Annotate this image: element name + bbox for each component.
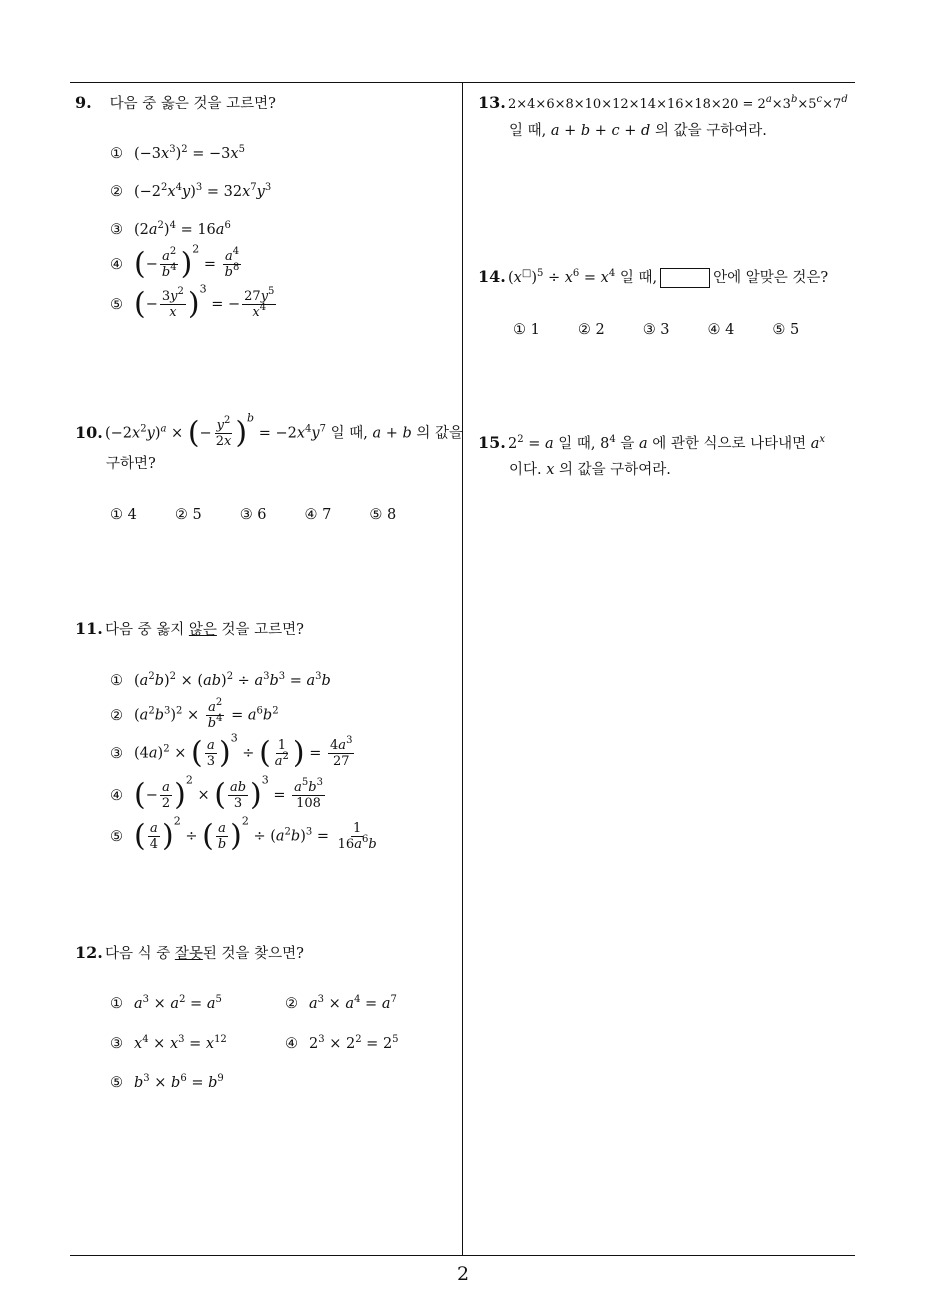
question-9 bbox=[75, 92, 276, 115]
choice-2: ② 5 bbox=[174, 507, 202, 523]
q12-option-3: ③ $x^4 \times x^3 = x^{12}$ bbox=[110, 1034, 227, 1052]
q11-option-3: ③ $(4a)^2$ × ( $\frac{a}{3}$ )$^3$ ÷ ( $\frac{1}{a^2}$ ) = $\frac{4a^3}{27}$ bbox=[110, 731, 353, 771]
answer-blank-box bbox=[660, 268, 710, 288]
choice-5: ⑤ 5 bbox=[772, 322, 800, 338]
q9-option-2: ② $(-2^2x^4y)^3 = 32x^7y^3$ bbox=[110, 182, 272, 200]
question-14: 14. $(x^□)^5 \div x^6 = x^4$ 일 때, 안에 알맞은 것은? bbox=[478, 267, 829, 286]
q11-option-1: ① $(a^2b)^2 \times (ab)^2 \div a^3b^3 = a^3b$ bbox=[110, 671, 331, 689]
q11-option-2: ② $(a^2b^3)^2$ × $\frac{a^2}{b^4}$ = $a^6b^2$ bbox=[110, 697, 279, 731]
question-12: 12. 다음 식 중 잘못된 것을 찾으면? bbox=[75, 943, 304, 962]
q14-choices bbox=[513, 322, 837, 338]
q12-option-5: ⑤ $b^3 \times b^6 = b^9$ bbox=[110, 1073, 224, 1091]
q12-option-1: ① $a^3 \times a^2 = a^5$ bbox=[110, 994, 222, 1012]
q12-option-4: ④ $2^3 \times 2^2 = 2^5$ bbox=[285, 1034, 399, 1052]
q11-option-5: ⑤ ( $\frac{a}{4}$ )$^2$ ÷ ( $\frac{a}{b}$ )$^2 \div (a^2b)^3$ = $\frac{1}{16a^6b}$ bbox=[110, 814, 377, 854]
choice-4: ④ 7 bbox=[304, 507, 332, 523]
question-number: 11. bbox=[75, 619, 103, 638]
q9-option-3: ③ $(2a^2)^4 = 16a^6$ bbox=[110, 220, 231, 238]
question-10: 10. $(-2x^2y)^a$ × (− $\frac{y^2}{2x}$ )$^b = -2x^4y^7$ 일 때, a + b 의 값을 구하면? bbox=[75, 418, 463, 475]
choice-1: ① 4 bbox=[110, 507, 137, 523]
choice-5: ⑤ 8 bbox=[369, 507, 397, 523]
bottom-rule bbox=[70, 1255, 855, 1256]
q10-choices bbox=[110, 507, 434, 523]
choice-4: ④ 4 bbox=[707, 322, 735, 338]
question-number: 13. bbox=[478, 93, 506, 112]
choice-1: ① 1 bbox=[513, 322, 540, 338]
q9-option-5: ⑤ (− $\frac{3y^2}{x}$ )$^3$ = − $\frac{27y^5}{x^4}$ bbox=[110, 282, 275, 322]
question-number: 12. bbox=[75, 943, 103, 962]
q11-option-4: ④ (− $\frac{a}{2}$ )$^2$ × ( $\frac{ab}{3}$ )$^3$ = $\frac{a^5b^3}{108}$ bbox=[110, 773, 323, 813]
question-number: 9. bbox=[75, 93, 92, 112]
q9-option-4: ④ (− $\frac{a^2}{b^4}$ )$^2$ = $\frac{a^4}{b^8}$ bbox=[110, 242, 240, 282]
page-number: 2 bbox=[456, 1263, 470, 1285]
question-13: 13. $2\times 4\times 6\times 8\times 10\times 12\times 14\times 16\times 18\times 20 = 2^a\times 3^b\times 5^c\times 7^d$ 일 때, a + b + c + d 의 값을 구하여라. bbox=[478, 93, 848, 139]
choice-3: ③ 6 bbox=[239, 507, 267, 523]
question-15: 15. $2^2 = a$ 일 때, $8^4$ 을 a 에 관한 식으로 나타내면 $a^x$ 이다. x 의 값을 구하여라. bbox=[478, 433, 826, 478]
q9-option-1: ① $(-3x^3)^2 = -3x^5$ bbox=[110, 144, 245, 162]
q12-option-2: ② $a^3 \times a^4 = a^7$ bbox=[285, 994, 397, 1012]
question-number: 14. bbox=[478, 267, 506, 286]
choice-2: ② 2 bbox=[577, 322, 605, 338]
question-number: 15. bbox=[478, 433, 506, 452]
choice-3: ③ 3 bbox=[642, 322, 670, 338]
question-stem-line-2: 구하면? bbox=[106, 456, 156, 472]
question-number: 10. bbox=[75, 422, 103, 442]
question-stem: 다음 중 옳은 것을 고르면? bbox=[109, 96, 276, 112]
column-divider bbox=[462, 82, 463, 1255]
question-11: 11. 다음 중 옳지 않은 것을 고르면? bbox=[75, 619, 304, 638]
